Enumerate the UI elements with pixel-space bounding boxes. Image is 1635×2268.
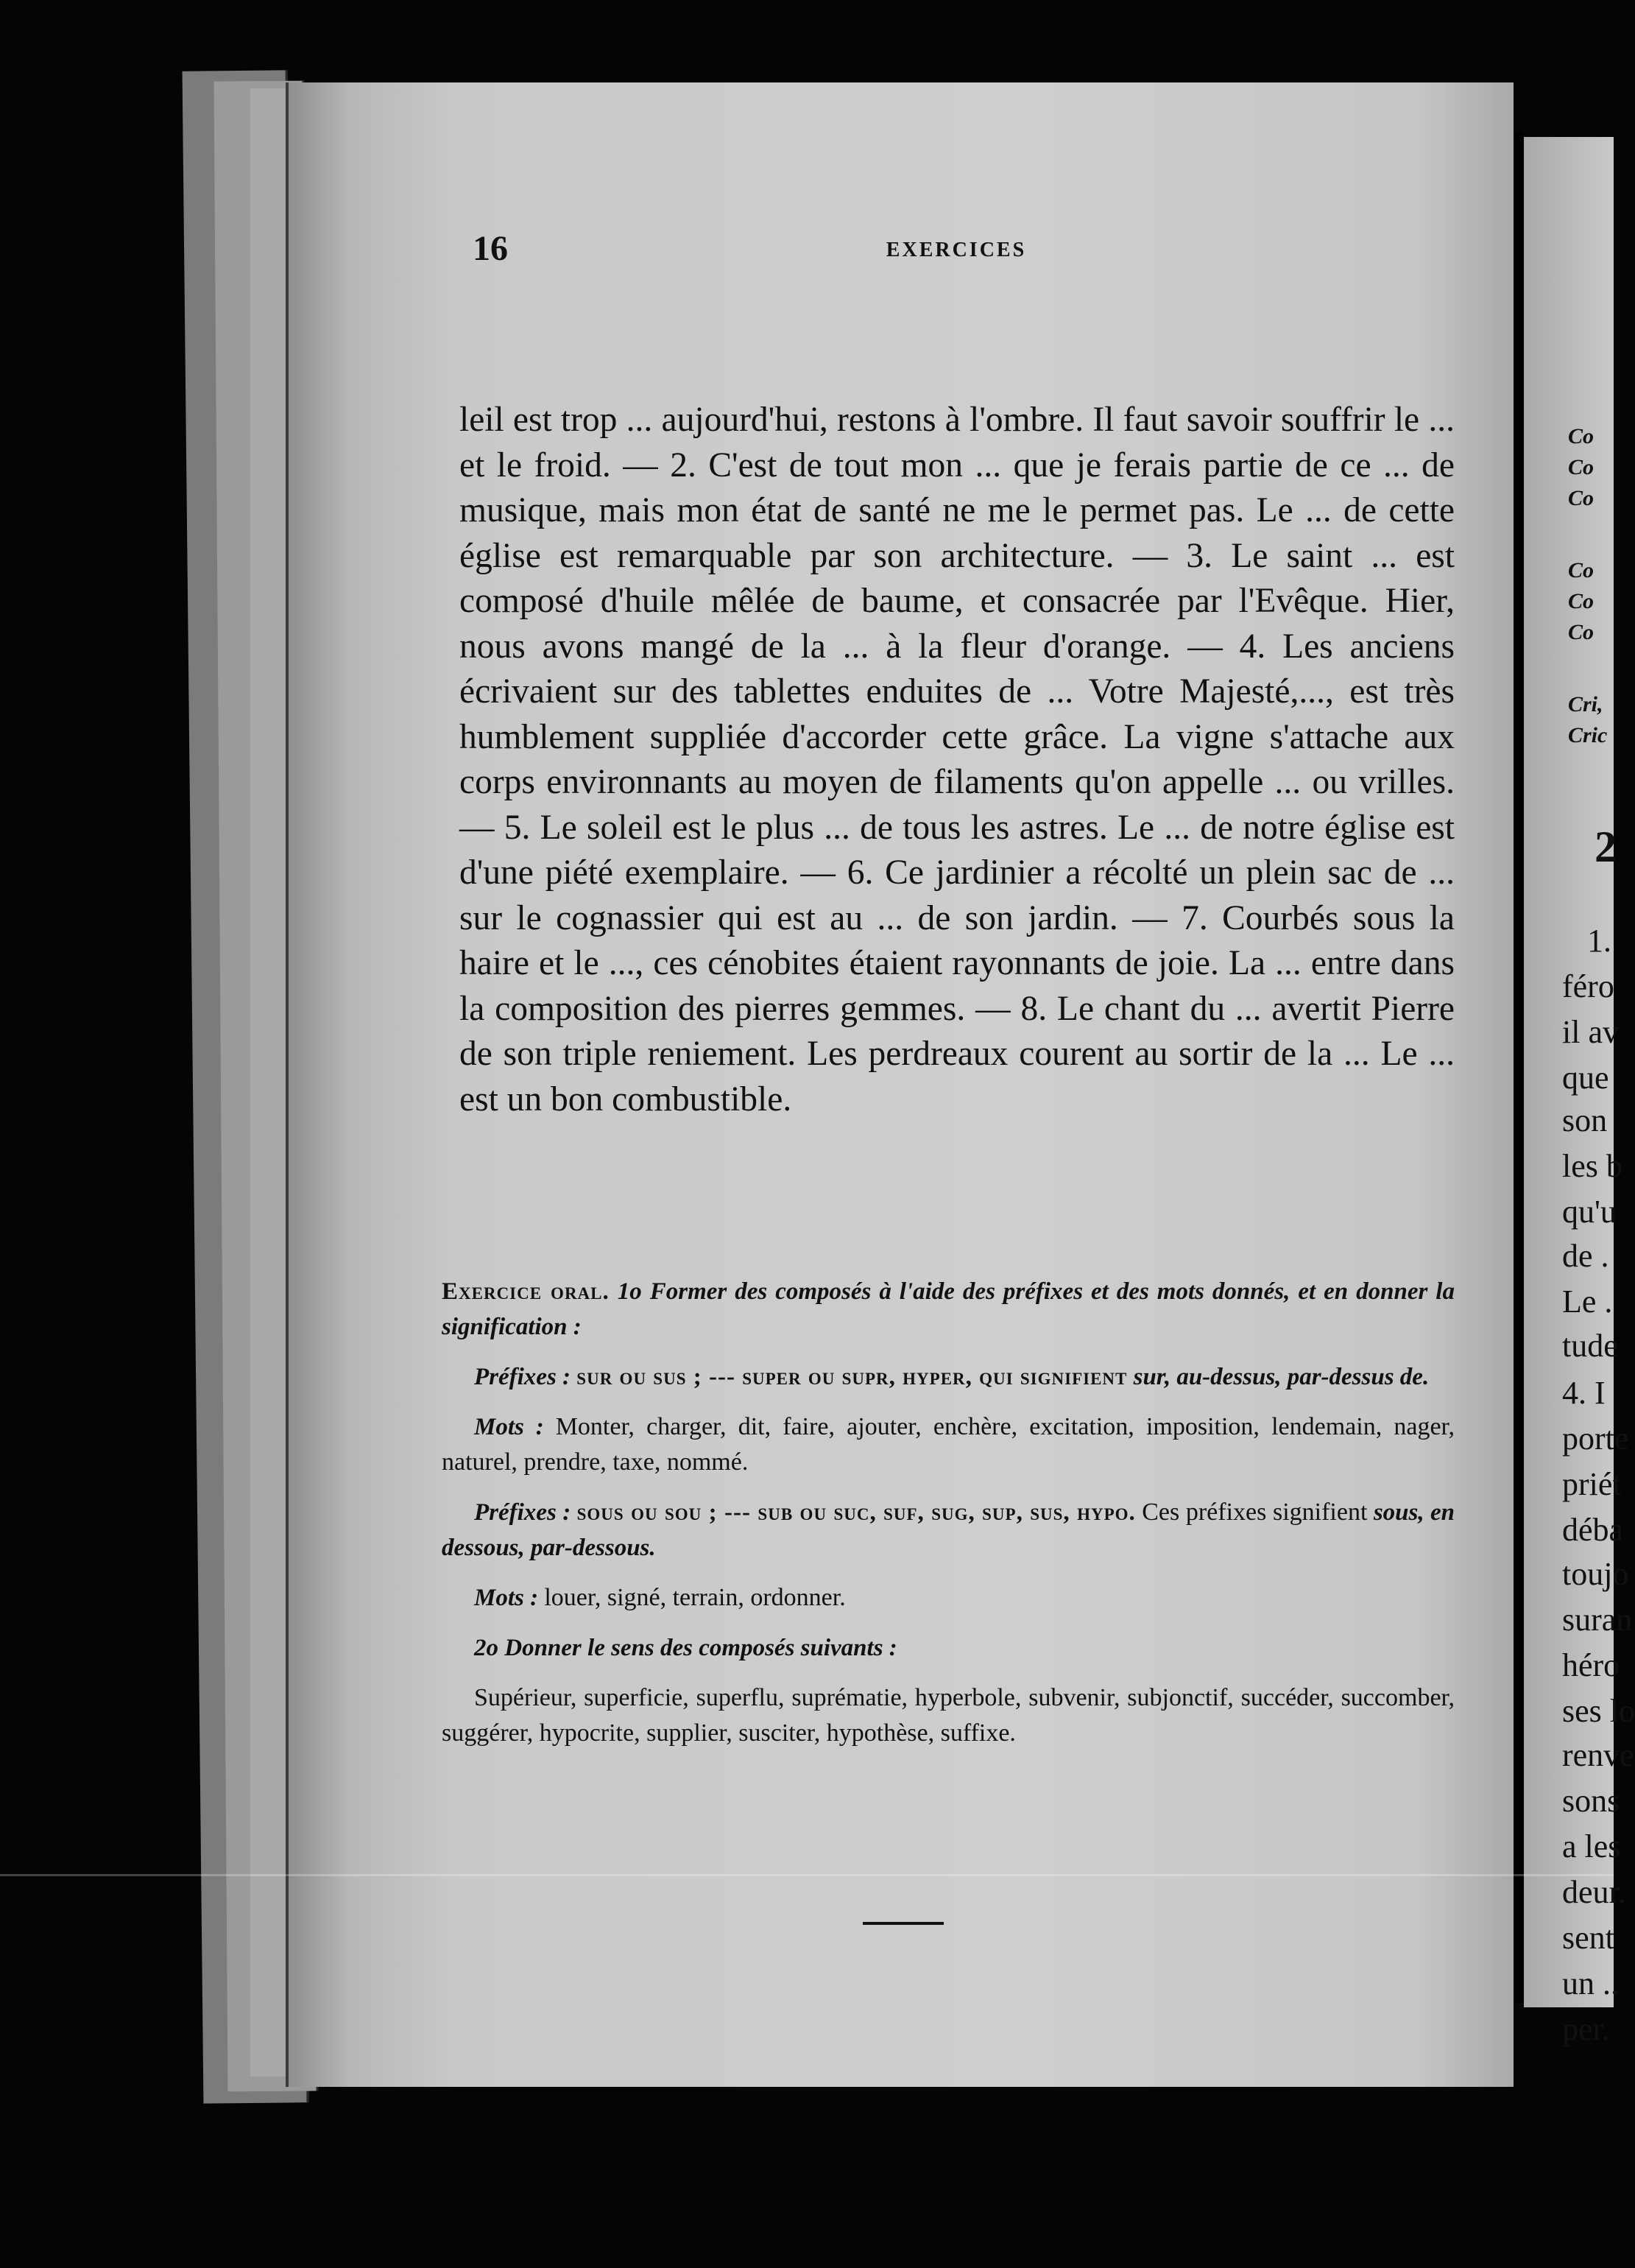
facing-line: Cric <box>1568 723 1608 747</box>
facing-line: toujo <box>1562 1556 1629 1592</box>
facing-line: Le . <box>1562 1283 1613 1320</box>
facing-line: Co <box>1568 620 1595 644</box>
prefixes-1-meaning: sur, au-dessus, par-dessus de. <box>1133 1364 1430 1390</box>
facing-line: Co <box>1568 455 1595 479</box>
facing-line: Cri, <box>1568 692 1603 716</box>
facing-line: Co <box>1568 589 1595 613</box>
facing-line: déba <box>1562 1512 1624 1548</box>
facing-line: Co <box>1568 558 1595 582</box>
facing-line: de . <box>1562 1238 1609 1274</box>
facing-line: deur. <box>1562 1874 1626 1910</box>
facing-line: a les <box>1562 1828 1621 1864</box>
facing-line: sent <box>1562 1920 1614 1956</box>
prefixes-1-label: Préfixes : <box>474 1364 571 1390</box>
mots-2-label: Mots : <box>474 1585 539 1611</box>
section-divider <box>863 1922 944 1925</box>
instruction-2: 2o Donner le sens des composés suivants : <box>474 1635 897 1661</box>
facing-section-number: 2 <box>1595 823 1617 871</box>
prefixes-2-meaning-lead: Ces préfixes signifient <box>1142 1498 1368 1526</box>
facing-line: Co <box>1568 486 1595 510</box>
facing-line: que <box>1562 1060 1609 1096</box>
oral-exercise-heading: Exercice oral. <box>442 1278 610 1305</box>
facing-line: 1. <box>1587 923 1611 959</box>
facing-line: renve <box>1562 1737 1634 1773</box>
facing-line: suran <box>1562 1602 1633 1638</box>
prefixes-2-label: Préfixes : <box>474 1499 571 1526</box>
page-header <box>473 228 1440 272</box>
prefixes-2-meaning: sous, en dessous, par-dessous. <box>442 1499 1455 1561</box>
mots-2: louer, signé, terrain, ordonner. <box>544 1584 846 1611</box>
facing-line: son <box>1562 1102 1608 1138</box>
book-page-right <box>1524 137 1635 2047</box>
scan-artifact-line <box>0 1874 1614 1876</box>
facing-line: 4. I <box>1562 1375 1606 1411</box>
facing-line: sons <box>1562 1783 1620 1819</box>
mots-1: Monter, charger, dit, faire, ajouter, enchère, excitation, imposition, lendemain, nager, naturel, prendre, taxe, nommé. <box>442 1413 1455 1476</box>
book-page-left <box>286 82 1514 2087</box>
facing-line: les b <box>1562 1148 1622 1184</box>
facing-line: il av <box>1562 1014 1619 1050</box>
facing-line: féro <box>1562 968 1614 1004</box>
prefixes-2: sous ou sou ; --- sub ou suc, suf, sug, sup, sus, hypo. <box>576 1499 1136 1526</box>
facing-line: tude <box>1562 1328 1618 1364</box>
facing-line: ses lo <box>1562 1693 1635 1729</box>
facing-line: porte <box>1562 1420 1629 1457</box>
running-title: EXERCICES <box>886 239 1027 261</box>
facing-line: Co <box>1568 424 1595 448</box>
mots-1-label: Mots : <box>474 1414 544 1440</box>
facing-line: priét <box>1562 1466 1622 1502</box>
facing-line: héro <box>1562 1647 1620 1683</box>
page-number: 16 <box>473 229 508 268</box>
words-list: Supérieur, superficie, superflu, suprématie, hyperbole, subvenir, subjonctif, succéder, succomber, suggérer, hypocrite, supplier, susciter, hypothèse, suffixe. <box>442 1684 1455 1747</box>
book-gutter <box>1514 133 1524 2003</box>
facing-line: un .. <box>1562 1965 1619 2001</box>
facing-line: qu'u <box>1562 1194 1617 1230</box>
exercise-paragraph: leil est trop ... aujourd'hui, restons à l'ombre. Il faut savoir souffrir le ... et le froid. — 2. C'est de tout mon ... que je ferais partie de ce ... de musique, mais mon état de santé ne me le permet pas. Le ... de cette église est remarquable par son architecture. — 3. Le saint ... est composé d'huile mêlée de baume, et consacrée par l'Evêque. Hier, nous avons mangé de la ... à la fleur d'orange. — 4. Les anciens écrivaient sur des tablettes enduites de ... Votre Majesté,..., est très humblement suppliée d'accorder cette grâce. La vigne s'attache aux corps environnants au moyen de filaments qu'on appelle ... ou vrilles. — 5. Le soleil est le plus ... de tous les astres. Le ... de notre église est d'une piété exemplaire. — 6. Ce jardinier a récolté un plein sac de ... sur le cognassier qui est au ... de son jardin. — 7. Courbés sous la haire et le ..., ces cénobites étaient rayonnants de joie. La ... entre dans la composition des pierres gemmes. — 8. Le chant du ... avertit Pierre de son triple reniement. Les perdreaux courent au sortir de la ... Le ... est un bon combustible. <box>459 401 1455 1119</box>
facing-line: per. <box>1562 2011 1610 2047</box>
oral-exercise <box>442 1274 1455 1766</box>
instruction-1: 1o Former des composés à l'aide des préfixes et des mots donnés, et en donner la signification : <box>442 1278 1455 1340</box>
prefixes-1: sur ou sus ; --- super ou supr, hyper, qui signifient <box>576 1364 1128 1390</box>
